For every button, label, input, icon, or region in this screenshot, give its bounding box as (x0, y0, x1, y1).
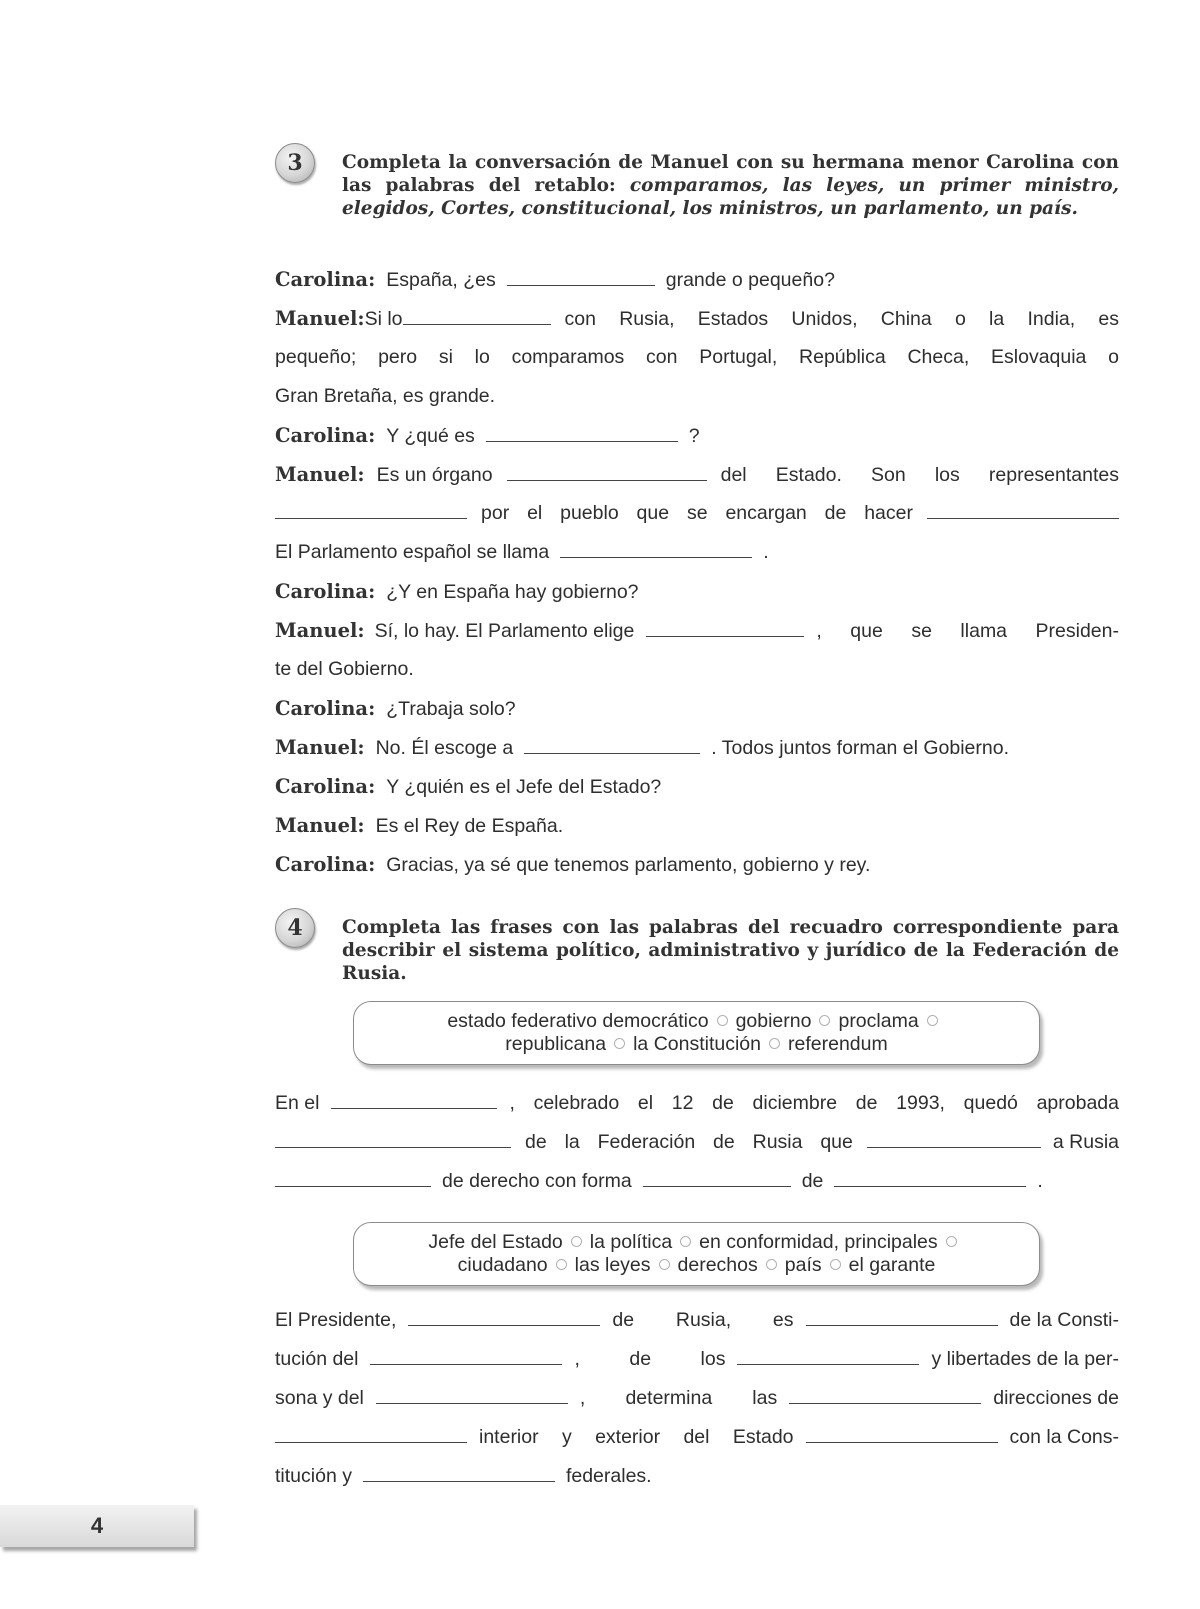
bullet-icon (717, 1015, 728, 1026)
word-option: la Constitución (633, 1033, 761, 1055)
speaker-name: Manuel: (275, 814, 365, 837)
dialogue-line (275, 338, 1119, 377)
dialogue-text: Gracias, ya sé que tenemos parlamento, gobierno y rey. (386, 854, 871, 876)
exercise-text: interior y exterior del Estado (479, 1426, 794, 1448)
dialogue-text: Y ¿quién es el Jefe del Estado? (386, 776, 662, 798)
dialogue-line (275, 650, 1119, 689)
dialogue-text: . Todos juntos forman el Gobierno. (711, 737, 1009, 759)
dialogue-text: por el pueblo que se encargan de hacer (481, 502, 913, 524)
exercise-line (275, 1301, 1119, 1340)
speaker-name: Carolina: (275, 268, 376, 291)
speaker-name: Manuel: (275, 619, 365, 642)
answer-blank[interactable] (331, 1086, 497, 1109)
answer-blank[interactable] (275, 1164, 431, 1187)
bullet-icon (659, 1259, 670, 1270)
answer-blank[interactable] (806, 1420, 998, 1443)
dialogue-text: Y ¿qué es (386, 425, 475, 447)
word-box-row (364, 1033, 1029, 1056)
bullet-icon (927, 1015, 938, 1026)
answer-blank[interactable] (507, 263, 655, 286)
exercise-3-header (275, 143, 1119, 220)
answer-blank[interactable] (927, 496, 1119, 519)
dialogue-text: Si lo (364, 308, 403, 330)
exercise-number-badge: 4 (275, 908, 315, 948)
speaker-name: Manuel: (275, 736, 365, 759)
exercise-line (275, 1340, 1119, 1379)
answer-blank[interactable] (370, 1342, 562, 1365)
instruction-text: Completa la conversación de Manuel con su hermana menor Carolina con las palabras del retablo: (342, 152, 1119, 196)
dialogue-text: ¿Y en España hay gobierno? (386, 581, 639, 603)
answer-blank[interactable] (363, 1459, 555, 1482)
speaker-name: Manuel: (275, 463, 365, 486)
dialogue-line (275, 767, 1119, 806)
dialogue-line (275, 260, 1119, 299)
dialogue-text: El Parlamento español se llama (275, 541, 550, 563)
dialogue-text: Gran Bretaña, es grande. (275, 385, 496, 407)
bullet-icon (766, 1259, 777, 1270)
dialogue-text: Es el Rey de España. (375, 815, 564, 837)
exercise-text: de derecho con forma (442, 1170, 632, 1192)
answer-blank[interactable] (737, 1342, 919, 1365)
dialogue-line (275, 416, 1119, 455)
word-option: en conformidad, principales (699, 1231, 938, 1253)
exercise-text: . (1037, 1170, 1043, 1192)
exercise-text: a Rusia (1052, 1131, 1119, 1153)
dialogue-text: con Rusia, Estados Unidos, China o la India, es (564, 308, 1119, 330)
word-option: ciudadano (457, 1254, 548, 1276)
speaker-name: Carolina: (275, 853, 376, 876)
exercise-line (275, 1457, 1119, 1496)
exercise-instruction (342, 143, 1119, 220)
answer-blank[interactable] (275, 1125, 511, 1148)
exercise-text: sona y del (275, 1387, 364, 1409)
dialogue-text: , que se llama Presiden- (816, 620, 1119, 642)
word-option: las leyes (574, 1254, 651, 1276)
answer-blank[interactable] (275, 1420, 467, 1443)
dialogue-line (275, 299, 1119, 338)
bullet-icon (830, 1259, 841, 1270)
exercise-text: de la Federación de Rusia que (525, 1131, 853, 1153)
answer-blank[interactable] (486, 419, 678, 442)
answer-blank[interactable] (789, 1381, 981, 1404)
speaker-name: Manuel: (275, 307, 365, 330)
word-option: derechos (677, 1254, 758, 1276)
dialogue-text: pequeño; pero si lo comparamos con Portugal, República Checa, Eslovaquia o (275, 346, 1119, 368)
answer-blank[interactable] (408, 1303, 600, 1326)
bullet-icon (614, 1038, 625, 1049)
exercise-4-header (275, 908, 1119, 985)
exercise-line (275, 1418, 1119, 1457)
exercise-text: de (801, 1170, 824, 1192)
dialogue-text: Sí, lo hay. El Parlamento elige (374, 620, 635, 642)
word-box-1 (353, 1001, 1040, 1065)
answer-blank[interactable] (275, 496, 467, 519)
answer-blank[interactable] (806, 1303, 998, 1326)
dialogue-text: No. Él escoge a (375, 737, 514, 759)
exercise-text: En el (275, 1092, 320, 1114)
exercise-text: de Rusia, es (612, 1309, 794, 1331)
bullet-icon (571, 1236, 582, 1247)
dialogue-text: del Estado. Son los representantes (720, 464, 1119, 486)
word-box-row (364, 1010, 1029, 1033)
answer-blank[interactable] (560, 535, 752, 558)
exercise-text: tución del (275, 1348, 359, 1370)
word-box-row (364, 1231, 1029, 1254)
exercise-line (275, 1084, 1119, 1123)
dialogue-line (275, 455, 1119, 494)
dialogue-text: te del Gobierno. (275, 658, 414, 680)
speaker-name: Carolina: (275, 697, 376, 720)
page-number-text: 4 (90, 1513, 104, 1538)
answer-blank[interactable] (376, 1381, 568, 1404)
word-option: país (784, 1254, 822, 1276)
exercise-line (275, 1162, 1119, 1201)
dialogue-line (275, 689, 1119, 728)
dialogue-text: grande o pequeño? (665, 269, 835, 291)
exercise-instruction: Completa las frases con las palabras del recuadro correspondiente para describir el sistema político, administrativo y jurídico de la Federación de Rusia. (342, 917, 1119, 984)
dialogue-line (275, 572, 1119, 611)
dialogue-line (275, 728, 1119, 767)
dialogue-line (275, 806, 1119, 845)
dialogue-text: . (763, 541, 769, 563)
bullet-icon (819, 1015, 830, 1026)
exercise-text: , celebrado el 12 de diciembre de 1993, quedó aprobada (509, 1092, 1119, 1114)
word-option: el garante (848, 1254, 936, 1276)
word-option: referendum (788, 1033, 888, 1055)
dialogue-line (275, 845, 1119, 884)
answer-blank[interactable] (643, 1164, 791, 1187)
speaker-name: Carolina: (275, 424, 376, 447)
answer-blank[interactable] (867, 1125, 1041, 1148)
word-option: proclama (838, 1010, 919, 1032)
bullet-icon (769, 1038, 780, 1049)
exercise-text: con la Cons- (1009, 1426, 1119, 1448)
dialogue-text: Es un órgano (376, 464, 493, 486)
speaker-name: Carolina: (275, 580, 376, 603)
exercise-text: de la Consti- (1009, 1309, 1119, 1331)
exercise-number-badge: 3 (275, 143, 315, 183)
word-option: gobierno (735, 1010, 812, 1032)
answer-blank[interactable] (403, 302, 551, 325)
dialogue-text: ? (688, 425, 700, 447)
answer-blank[interactable] (646, 614, 804, 637)
bullet-icon (946, 1236, 957, 1247)
exercise-text: federales. (565, 1465, 652, 1487)
answer-blank[interactable] (524, 731, 700, 754)
dialogue-text: España, ¿es (386, 269, 496, 291)
exercise-text: titución y (275, 1465, 352, 1487)
exercise-text: y libertades de la per- (931, 1348, 1119, 1370)
dialogue-line (275, 377, 1119, 416)
exercise-text: El Presidente, (275, 1309, 397, 1331)
exercise-text: , de los (574, 1348, 726, 1370)
dialogue-line (275, 494, 1119, 533)
speaker-name: Carolina: (275, 775, 376, 798)
page-number (0, 1505, 194, 1547)
word-box-2 (353, 1222, 1040, 1286)
word-option: la política (589, 1231, 673, 1253)
dialogue-line (275, 533, 1119, 572)
bullet-icon (556, 1259, 567, 1270)
exercise-text: direcciones de (993, 1387, 1119, 1409)
word-option: Jefe del Estado (428, 1231, 563, 1253)
answer-blank[interactable] (507, 458, 707, 481)
dialogue-text: ¿Trabaja solo? (386, 698, 516, 720)
exercise-text: , determina las (579, 1387, 778, 1409)
word-option: republicana (505, 1033, 607, 1055)
word-option: estado federativo democrático (447, 1010, 709, 1032)
dialogue-line (275, 611, 1119, 650)
word-box-row (364, 1254, 1029, 1277)
word-bank-italic: comparamos, las leyes, un primer ministro, elegidos, Cortes, constitucional, los ministros, un parlamento, un país. (342, 175, 1119, 219)
exercise-line (275, 1123, 1119, 1162)
answer-blank[interactable] (834, 1164, 1026, 1187)
bullet-icon (680, 1236, 691, 1247)
exercise-line (275, 1379, 1119, 1418)
